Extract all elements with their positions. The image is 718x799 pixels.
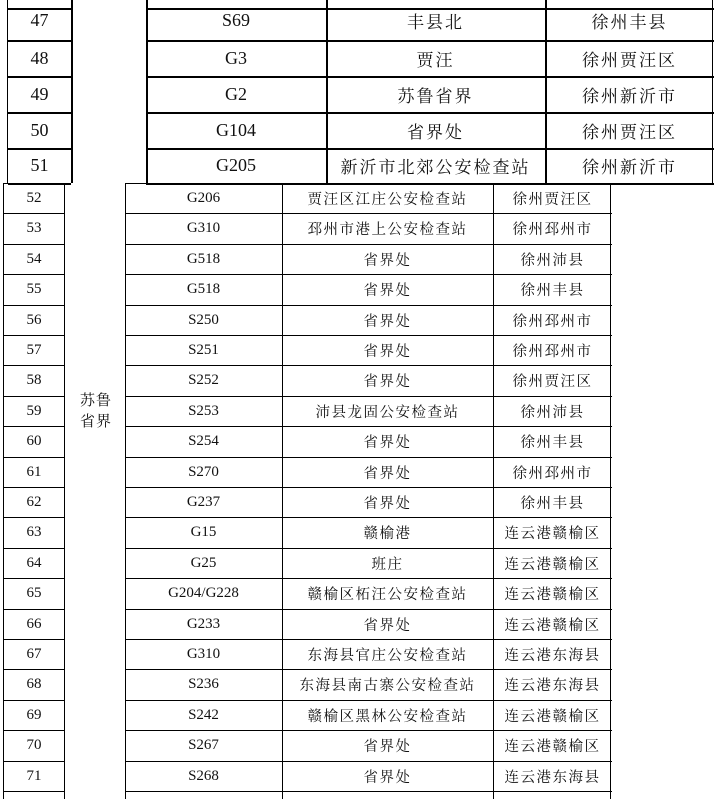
- road-code: G15: [190, 524, 217, 540]
- checkpoint-location: 省界处: [407, 122, 464, 143]
- row-number: 56: [26, 311, 42, 328]
- region: 连云港赣榆区: [504, 556, 601, 573]
- road-code: G237: [186, 493, 221, 510]
- group-label-line: 苏鲁: [79, 391, 112, 409]
- row-number: 64: [26, 554, 42, 571]
- region: 徐州丰县: [520, 283, 585, 299]
- road-code: S250: [188, 311, 219, 328]
- column-divider: [64, 183, 65, 799]
- row-number: 68: [26, 676, 42, 692]
- checkpoint-location: 省界处: [363, 739, 412, 755]
- region: 连云港东海县: [504, 678, 601, 694]
- region: 徐州邳州市: [512, 343, 593, 360]
- checkpoint-location: 苏鲁省界: [397, 86, 474, 107]
- region: 徐州邳州市: [512, 222, 593, 238]
- checkpoint-location: 省界处: [363, 283, 412, 299]
- region: 连云港东海县: [504, 647, 601, 664]
- region: 徐州贾汪区: [582, 50, 677, 71]
- road-code: S270: [188, 463, 219, 480]
- region: 徐州邳州市: [512, 465, 593, 482]
- road-code: G3: [225, 47, 247, 68]
- row-number: 49: [30, 83, 49, 104]
- road-code: G104: [216, 119, 256, 140]
- region: 徐州沛县: [520, 404, 585, 421]
- road-code: G25: [190, 554, 217, 571]
- row-number: 48: [30, 47, 49, 68]
- row-number: 63: [26, 524, 42, 540]
- row-divider-right: [125, 791, 612, 792]
- region: 徐州丰县: [520, 495, 585, 512]
- checkpoint-location: 省界处: [363, 617, 412, 634]
- checkpoint-location: 贾汪: [416, 50, 455, 71]
- road-code: G205: [216, 155, 256, 175]
- row-number: 60: [26, 433, 42, 449]
- checkpoint-location: 东海县南古寨公安检查站: [299, 678, 476, 694]
- road-code: S69: [221, 9, 250, 30]
- region: 徐州邳州市: [512, 313, 593, 330]
- road-code: G204/G228: [168, 585, 239, 601]
- checkpoint-location: 省界处: [363, 495, 412, 512]
- region: 徐州丰县: [520, 435, 585, 451]
- row-number: 57: [26, 341, 42, 358]
- row-number: 71: [26, 767, 42, 784]
- row-number: 61: [26, 463, 42, 480]
- region: 连云港赣榆区: [504, 739, 601, 755]
- row-number: 55: [26, 281, 42, 297]
- region: 连云港赣榆区: [504, 526, 601, 542]
- checkpoint-location: 赣榆港: [363, 526, 412, 542]
- row-number: 69: [26, 706, 42, 723]
- row-number: 65: [26, 585, 42, 601]
- checkpoint-location: 东海县官庄公安检查站: [307, 647, 468, 664]
- row-number: 54: [26, 250, 42, 267]
- road-code: G233: [186, 615, 221, 632]
- top-table: [7, 0, 713, 183]
- checkpoint-location: 丰县北: [407, 12, 464, 33]
- region: 徐州新沂市: [582, 158, 677, 178]
- group-label: [74, 390, 118, 432]
- road-code: G310: [186, 220, 221, 236]
- row-divider-left: [4, 791, 64, 792]
- region: 连云港赣榆区: [504, 708, 601, 725]
- checkpoint-location: 邳州市港上公安检查站: [307, 222, 468, 238]
- road-code: S253: [188, 402, 219, 419]
- road-code: S242: [188, 706, 219, 723]
- row-number: 47: [30, 9, 49, 30]
- region: 徐州沛县: [520, 252, 585, 269]
- checkpoint-location: 贾汪区江庄公安检查站: [307, 191, 468, 208]
- checkpoint-location: 沛县龙固公安检查站: [315, 404, 460, 421]
- checkpoint-location: 省界处: [363, 435, 412, 451]
- road-code: S251: [188, 341, 219, 358]
- region: 徐州丰县: [591, 12, 668, 33]
- row-number: 70: [26, 737, 42, 753]
- checkpoint-location: 省界处: [363, 769, 412, 786]
- region: 徐州贾汪区: [582, 122, 677, 143]
- checkpoint-location: 赣榆区柘汪公安检查站: [307, 587, 468, 603]
- region: 连云港东海县: [504, 769, 601, 786]
- checkpoint-location: 省界处: [363, 343, 412, 360]
- road-code: G2: [225, 83, 247, 104]
- row-number: 62: [26, 493, 42, 510]
- road-code: S267: [188, 737, 219, 753]
- road-code: G518: [186, 250, 221, 267]
- road-code: S254: [188, 433, 219, 449]
- region: 连云港赣榆区: [504, 587, 601, 603]
- row-number: 66: [26, 615, 42, 632]
- road-code: G310: [186, 645, 221, 662]
- row-number: 50: [30, 119, 49, 140]
- row-number: 58: [26, 372, 42, 388]
- row-number: 52: [26, 189, 42, 206]
- checkpoint-location: 班庄: [371, 556, 404, 573]
- checkpoint-location: 赣榆区黑林公安检查站: [307, 708, 468, 725]
- road-code: S252: [188, 372, 219, 388]
- road-code: S268: [188, 767, 219, 784]
- row-number: 51: [30, 155, 49, 175]
- region: 徐州贾汪区: [512, 191, 593, 208]
- column-divider: [71, 0, 73, 183]
- row-number: 53: [26, 220, 42, 236]
- road-code: G206: [186, 189, 221, 206]
- checkpoint-location: 省界处: [363, 313, 412, 330]
- road-code: S236: [188, 676, 219, 692]
- checkpoint-location: 省界处: [363, 374, 412, 390]
- row-number: 59: [26, 402, 42, 419]
- checkpoint-location: 省界处: [363, 465, 412, 482]
- row-number: 67: [26, 645, 42, 662]
- road-code: G518: [186, 281, 221, 297]
- region: 徐州新沂市: [582, 86, 677, 107]
- checkpoint-location: 省界处: [363, 252, 412, 269]
- bottom-table: [3, 183, 611, 799]
- region: 连云港赣榆区: [504, 617, 601, 634]
- region: 徐州贾汪区: [512, 374, 593, 390]
- checkpoint-location: 新沂市北郊公安检查站: [340, 158, 531, 178]
- group-label-line: 省界: [79, 412, 112, 430]
